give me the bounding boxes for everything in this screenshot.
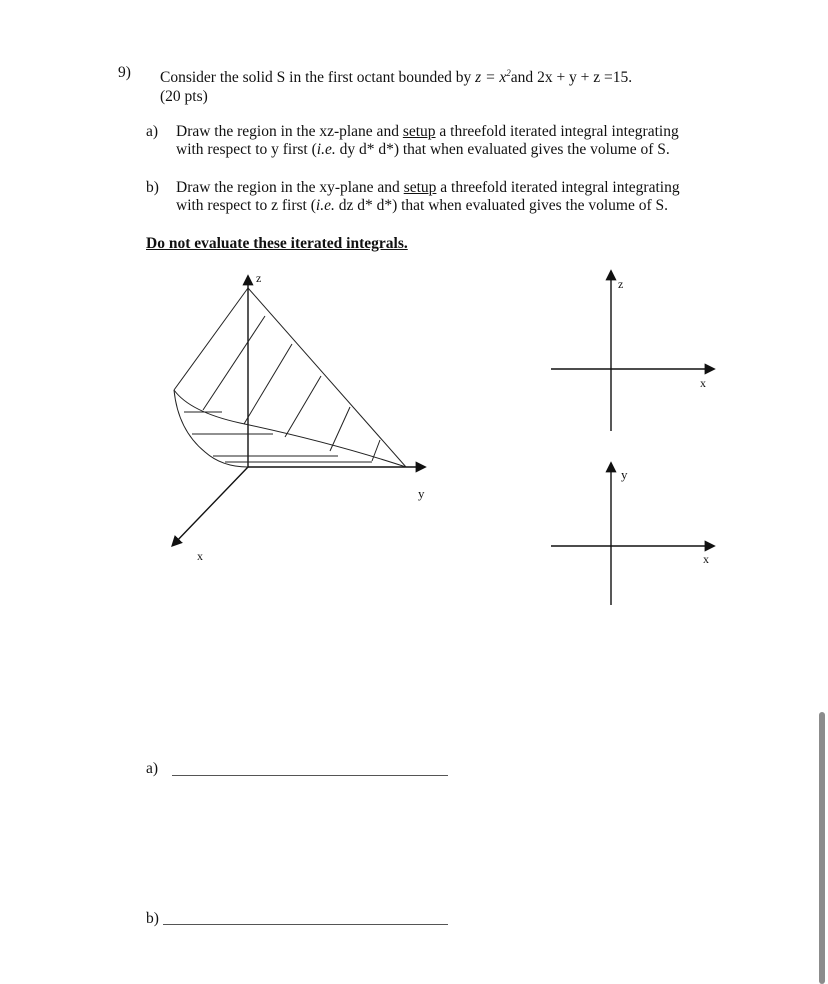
y-axis-label-3d: y [418,486,425,501]
solid-3d-sketch [160,266,440,566]
z-axis-label-3d: z [256,271,262,285]
setup-underlined: setup [403,179,437,196]
part-b-line-1: Draw the region in the xy-plane and setup a threefold iterated integral integrating [176,179,680,196]
part-b-label: b) [146,179,159,196]
equation-1: $z = x^2$ [475,68,511,87]
plane-edge [174,288,248,390]
part-b-line-2: with respect to z first (i.e. dz d* d*) that when evaluated gives the volume of S. [176,197,668,214]
xz-z-label: z [618,277,624,291]
plane-hatch [244,344,292,424]
x-axis-3d [173,467,248,545]
part-a-label: a) [146,123,159,140]
part-a-line-1: Draw the region in the xz-plane and setup a threefold iterated integral integrating [176,123,679,140]
problem-points: (20 pts) [160,88,208,105]
answer-a-line[interactable] [172,775,448,776]
answer-b-label: b) [146,910,159,927]
xy-x-label: x [703,552,709,566]
part-a-line-2: with respect to y first (i.e. dy d* d*) that when evaluated gives the volume of S. [176,141,670,158]
answer-a-label: a) [146,760,159,777]
plane-hatch [330,407,350,451]
x-axis-label-3d: x [197,549,203,563]
problem-statement [160,64,632,87]
plane-hatch [285,376,321,437]
xz-plane-axes [545,266,720,436]
equation-2: 2x + y + z =15. [537,69,633,87]
statement-prefix: Consider the solid S in the first octant bounded by [160,69,472,87]
vertical-scrollbar[interactable] [819,712,825,984]
answer-b-line[interactable] [163,924,448,925]
xy-y-label: y [621,467,628,482]
xy-plane-axes [545,458,720,610]
do-not-evaluate-warning: Do not evaluate these iterated integrals. [146,235,408,252]
and-word: and [510,69,534,87]
setup-underlined: setup [402,123,436,140]
problem-number: 9) [118,64,131,81]
plane-hatch [203,316,265,410]
xz-x-label: x [700,376,706,390]
